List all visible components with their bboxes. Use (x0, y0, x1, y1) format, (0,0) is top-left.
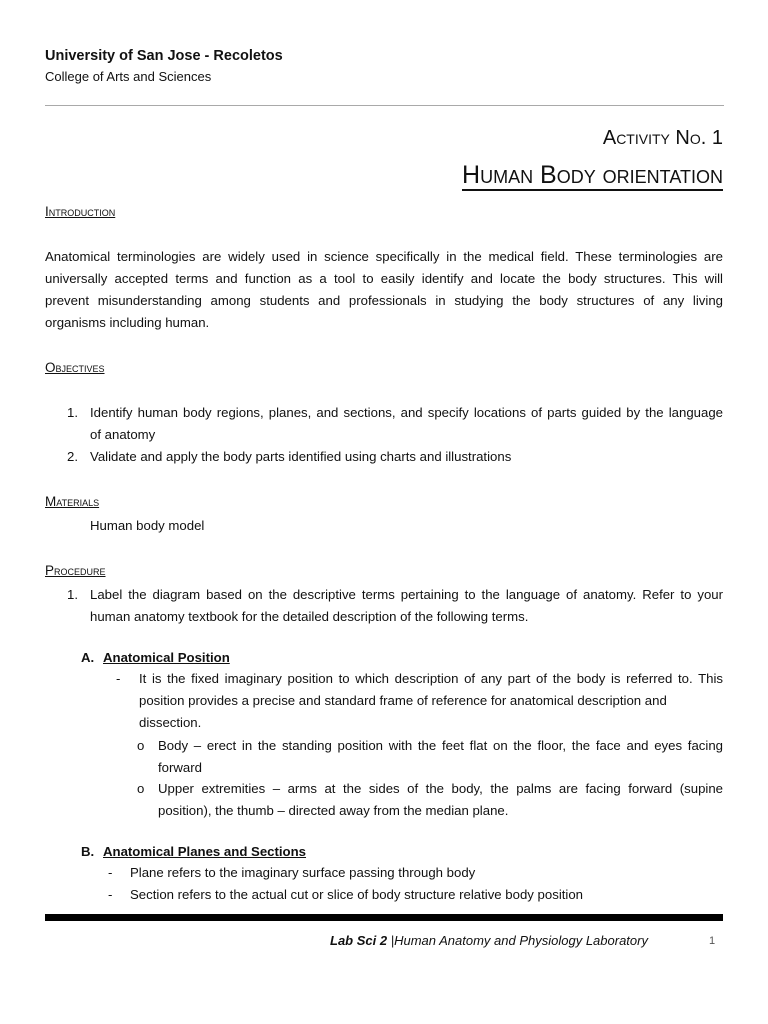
procedure-heading: Procedure (45, 563, 106, 578)
section-a-heading: Anatomical Position (103, 650, 230, 665)
footer-course: Lab Sci 2 (330, 933, 388, 948)
bullet-text: Body – erect in the standing position with the feet flat on the floor, the face and eyes facing (158, 738, 723, 753)
section-b-heading: Anatomical Planes and Sections (103, 844, 307, 859)
dash-marker: - (108, 887, 113, 902)
section-a-text: position provides a precise and standard frame of reference for anatomical description and (139, 693, 667, 708)
objective-text: Validate and apply the body parts identified using charts and illustrations (90, 449, 512, 464)
footer-separator: | (390, 933, 395, 948)
dash-marker: - (108, 865, 113, 880)
bullet-marker: o (137, 738, 145, 753)
header-divider (45, 105, 724, 106)
introduction-heading: Introduction (45, 204, 116, 219)
university-name: University of San Jose - Recoletos (45, 48, 283, 64)
bullet-text: position), the thumb – directed away from the median plane. (158, 803, 509, 818)
document-title: Human Body orientation (462, 161, 723, 189)
objective-number: 2. (67, 449, 78, 464)
section-a-text: dissection. (139, 715, 202, 730)
footer-rule (45, 914, 723, 921)
bullet-marker: o (137, 781, 145, 796)
activity-number: Activity No. 1 (602, 127, 723, 149)
introduction-line: prevent misunderstanding among students and professionals in studying the body structures of any living (45, 293, 723, 308)
dash-marker: - (116, 671, 121, 686)
section-b-text: Plane refers to the imaginary surface passing through body (130, 865, 476, 880)
page-number: 1 (709, 935, 716, 947)
section-b-text: Section refers to the actual cut or slice of body structure relative body position (130, 887, 584, 902)
bullet-text: forward (158, 760, 202, 775)
procedure-step-text: human anatomy textbook for the detailed description of the following terms. (90, 609, 529, 624)
objective-text: of anatomy (90, 427, 156, 442)
objectives-heading: Objectives (45, 360, 105, 375)
section-b-letter: B. (81, 844, 95, 859)
procedure-step-number: 1. (67, 587, 78, 602)
bullet-text: Upper extremities – arms at the sides of the body, the palms are facing forward (supine (158, 781, 723, 796)
introduction-line: organisms including human. (45, 315, 210, 330)
college-name: College of Arts and Sciences (45, 69, 212, 84)
introduction-line: universally accepted terms and function as a tool to easily identify and locate the body structures. This will (45, 271, 723, 286)
section-a-letter: A. (81, 650, 95, 665)
footer-text (330, 933, 648, 948)
introduction-paragraph (45, 246, 723, 334)
footer-subtitle: Human Anatomy and Physiology Laboratory (394, 933, 648, 948)
objective-text: Identify human body regions, planes, and sections, and specify locations of parts guided by the language (90, 405, 723, 420)
procedure-step-text: Label the diagram based on the descriptive terms pertaining to the language of anatomy. Refer to your (90, 587, 723, 602)
materials-item: Human body model (90, 518, 205, 533)
materials-heading: Materials (45, 494, 100, 509)
section-a-text: It is the fixed imaginary position to which description of any part of the body is referred to. This (139, 671, 723, 686)
introduction-line: Anatomical terminologies are widely used in science specifically in the medical field. These terminologies are (45, 249, 723, 264)
objective-number: 1. (67, 405, 78, 420)
